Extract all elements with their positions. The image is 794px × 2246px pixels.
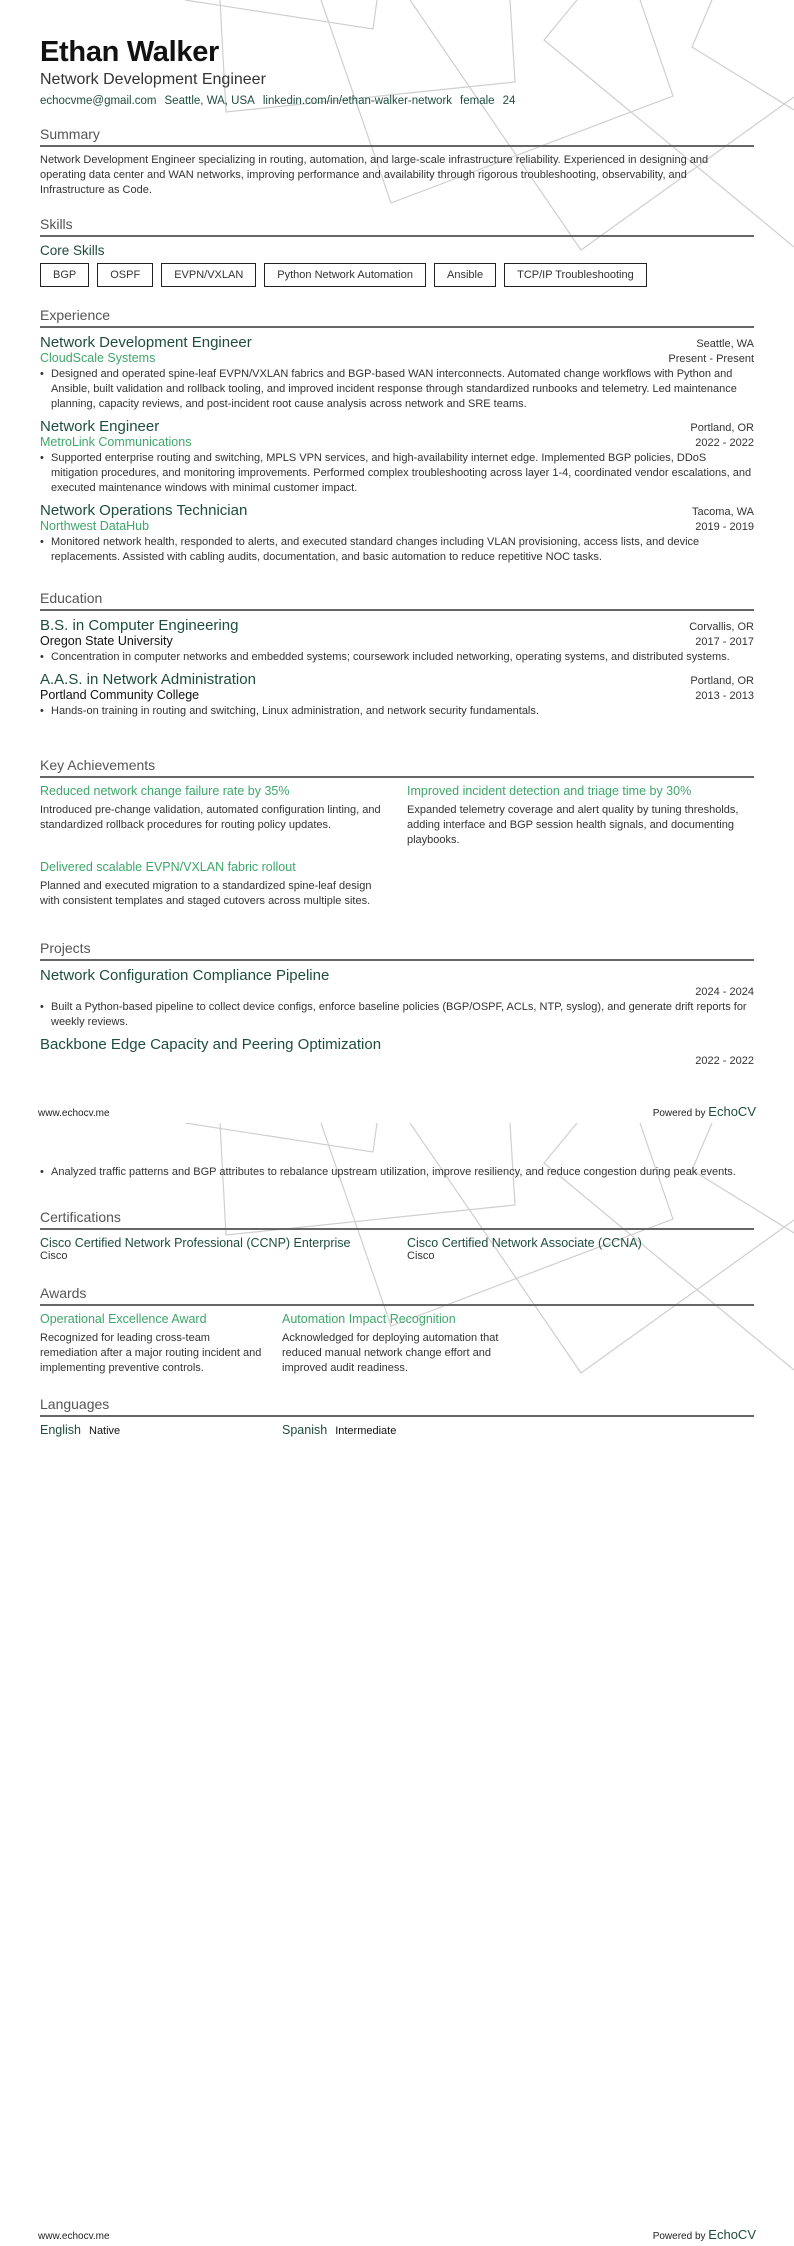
job-bullet: • Supported enterprise routing and switching, MPLS VPN services, and high-availability internet edge. Implemented BGP policies, DDoS mitigation procedures, and monitoring improvements. Performed complex troubleshooting across layer 1-4, coordinated vendor escalations, and executed maintenance windows with minimal customer impact. [40,451,754,496]
powered-by-label: Powered by [652,1108,706,1119]
job-location: Tacoma, WA [692,506,754,518]
summary-section [40,126,754,198]
linkedin-link[interactable]: linkedin.com/in/ethan-walker-network [262,95,453,107]
section-heading: Key Achievements [40,757,754,778]
achievement-item [407,784,754,848]
language-level: Intermediate [335,1425,397,1437]
job-location: Seattle, WA [696,338,754,350]
job-title: Network Engineer [40,418,160,435]
projects-section [40,940,754,1067]
section-heading: Projects [40,940,754,961]
job-dates: 2019 - 2019 [695,521,754,533]
language-name: Spanish [282,1423,328,1437]
experience-section [40,307,754,571]
brand-logo[interactable]: EchoCV [708,2227,756,2242]
education-bullet: • Concentration in computer networks and embedded systems; coursework included networking, operating systems, and distributed systems. [40,650,754,665]
achievement-text: Introduced pre-change validation, automated configuration linting, and standardized rollback procedures for routing policy updates. [40,804,381,831]
project-title: Network Configuration Compliance Pipeline [40,967,330,984]
job-dates: Present - Present [668,353,754,365]
project-bullet: • Analyzed traffic patterns and BGP attributes to rebalance upstream utilization, improve resiliency, and reduce congestion during peak events. [40,1165,754,1180]
award-item [40,1312,262,1376]
job-bullet: • Monitored network health, responded to alerts, and executed standard changes including VLAN provisioning, access lists, and device replacements. Assisted with cabling audits, documentation, and basic automation to reduce repetitive NOC tasks. [40,535,754,565]
projects-continued [40,1163,754,1186]
education-dates: 2013 - 2013 [695,690,754,702]
skill-chip: EVPN/VXLAN [161,263,256,287]
award-text: Recognized for leading cross-team remediation after a major routing incident and implementing preventive controls. [40,1332,262,1374]
certification-item [40,1236,387,1262]
email-link[interactable]: echocvme@gmail.com [40,95,157,107]
certification-item [407,1236,754,1262]
project-entry [40,967,754,1030]
footer-site-link[interactable]: www.echocv.me [38,1108,110,1119]
powered-by-label: Powered by [652,2231,706,2242]
section-heading: Education [40,590,754,611]
language-name: English [40,1423,81,1437]
certification-name: Cisco Certified Network Professional (CCNP) Enterprise [40,1236,351,1250]
school-location: Portland, OR [690,675,754,687]
job-entry [40,502,754,565]
award-text: Acknowledged for deploying automation that reduced manual network change effort and improved audit readiness. [282,1332,499,1374]
skill-group-title: Core Skills [40,243,105,258]
certification-name: Cisco Certified Network Associate (CCNA) [407,1236,642,1250]
project-dates: 2024 - 2024 [695,986,754,998]
achievement-title: Improved incident detection and triage time by 30% [407,784,692,798]
skill-chip: Python Network Automation [264,263,426,287]
candidate-name: Ethan Walker [40,36,220,68]
skills-section [40,216,754,287]
company-name: Northwest DataHub [40,519,150,533]
certifications-section [40,1209,754,1262]
achievement-item [40,860,387,909]
degree: B.S. in Computer Engineering [40,617,239,634]
section-heading: Languages [40,1396,754,1417]
job-bullet: • Designed and operated spine-leaf EVPN/VXLAN fabrics and BGP-based WAN interconnects. Automated change workflows with Python and Ansible, built validation and rollback tooling, and improved incident response through standardized runbooks and telemetry. Led maintenance planning, capacity reviews, and post-incident root cause analysis across network and SRE teams. [40,367,754,412]
footer-site-link[interactable]: www.echocv.me [38,2231,110,2242]
job-entry [40,418,754,496]
achievement-title: Delivered scalable EVPN/VXLAN fabric rollout [40,860,296,874]
section-heading: Summary [40,126,754,147]
language-level: Native [89,1425,121,1437]
award-title: Operational Excellence Award [40,1312,207,1326]
section-heading: Certifications [40,1209,754,1230]
achievement-text: Planned and executed migration to a standardized spine-leaf design with consistent templates and staged cutovers across multiple sites. [40,880,372,907]
company-name: CloudScale Systems [40,351,156,365]
contact-info [40,95,523,107]
brand-logo[interactable]: EchoCV [708,1104,756,1119]
language-item [40,1423,262,1437]
section-heading: Awards [40,1285,754,1306]
degree: A.A.S. in Network Administration [40,671,256,688]
achievement-title: Reduced network change failure rate by 35% [40,784,290,798]
page-footer [38,2227,756,2242]
certification-issuer: Cisco [40,1250,68,1262]
resume-page-2 [0,1123,794,2246]
awards-section [40,1285,754,1376]
award-item [282,1312,504,1376]
candidate-title: Network Development Engineer [40,71,266,88]
school-name: Portland Community College [40,688,200,702]
job-title: Network Development Engineer [40,334,252,351]
school-location: Corvallis, OR [689,621,754,633]
company-name: MetroLink Communications [40,435,192,449]
skill-chip: Ansible [434,263,496,287]
job-dates: 2022 - 2022 [695,437,754,449]
education-entry [40,617,754,665]
age: 24 [502,95,516,107]
skill-chip: BGP [40,263,89,287]
skill-chip: OSPF [97,263,153,287]
achievement-text: Expanded telemetry coverage and alert quality by tuning thresholds, adding interface and BGP session health signals, and documenting playbooks. [407,804,739,846]
page-footer [38,1104,756,1119]
languages-section [40,1396,754,1437]
education-dates: 2017 - 2017 [695,636,754,648]
school-name: Oregon State University [40,634,173,648]
achievement-item [40,784,387,848]
education-section [40,590,754,725]
job-title: Network Operations Technician [40,502,248,519]
language-item [282,1423,504,1437]
summary-text: Network Development Engineer specializing in routing, automation, and large-scale infrastructure reliability. Experienced in designing and operating data center and WAN networks, improving performance and availability through rigorous troubleshooting, observability, and Infrastructure as Code. [40,154,709,196]
job-location: Portland, OR [690,422,754,434]
achievements-section [40,757,754,909]
project-bullet: • Built a Python-based pipeline to collect device configs, enforce baseline policies (BGP/OSPF, ACLs, NTP, syslog), and generate drift reports for weekly reviews. [40,1000,754,1030]
project-entry [40,1036,754,1067]
education-entry [40,671,754,719]
skill-chip: TCP/IP Troubleshooting [504,263,647,287]
certification-issuer: Cisco [407,1250,435,1262]
education-bullet: • Hands-on training in routing and switching, Linux administration, and network security fundamentals. [40,704,754,719]
gender: female [460,95,495,107]
award-title: Automation Impact Recognition [282,1312,456,1326]
job-entry [40,334,754,412]
project-title: Backbone Edge Capacity and Peering Optimization [40,1036,382,1053]
location: Seattle, WA, USA [164,95,255,107]
project-dates: 2022 - 2022 [695,1055,754,1067]
section-heading: Experience [40,307,754,328]
section-heading: Skills [40,216,754,237]
